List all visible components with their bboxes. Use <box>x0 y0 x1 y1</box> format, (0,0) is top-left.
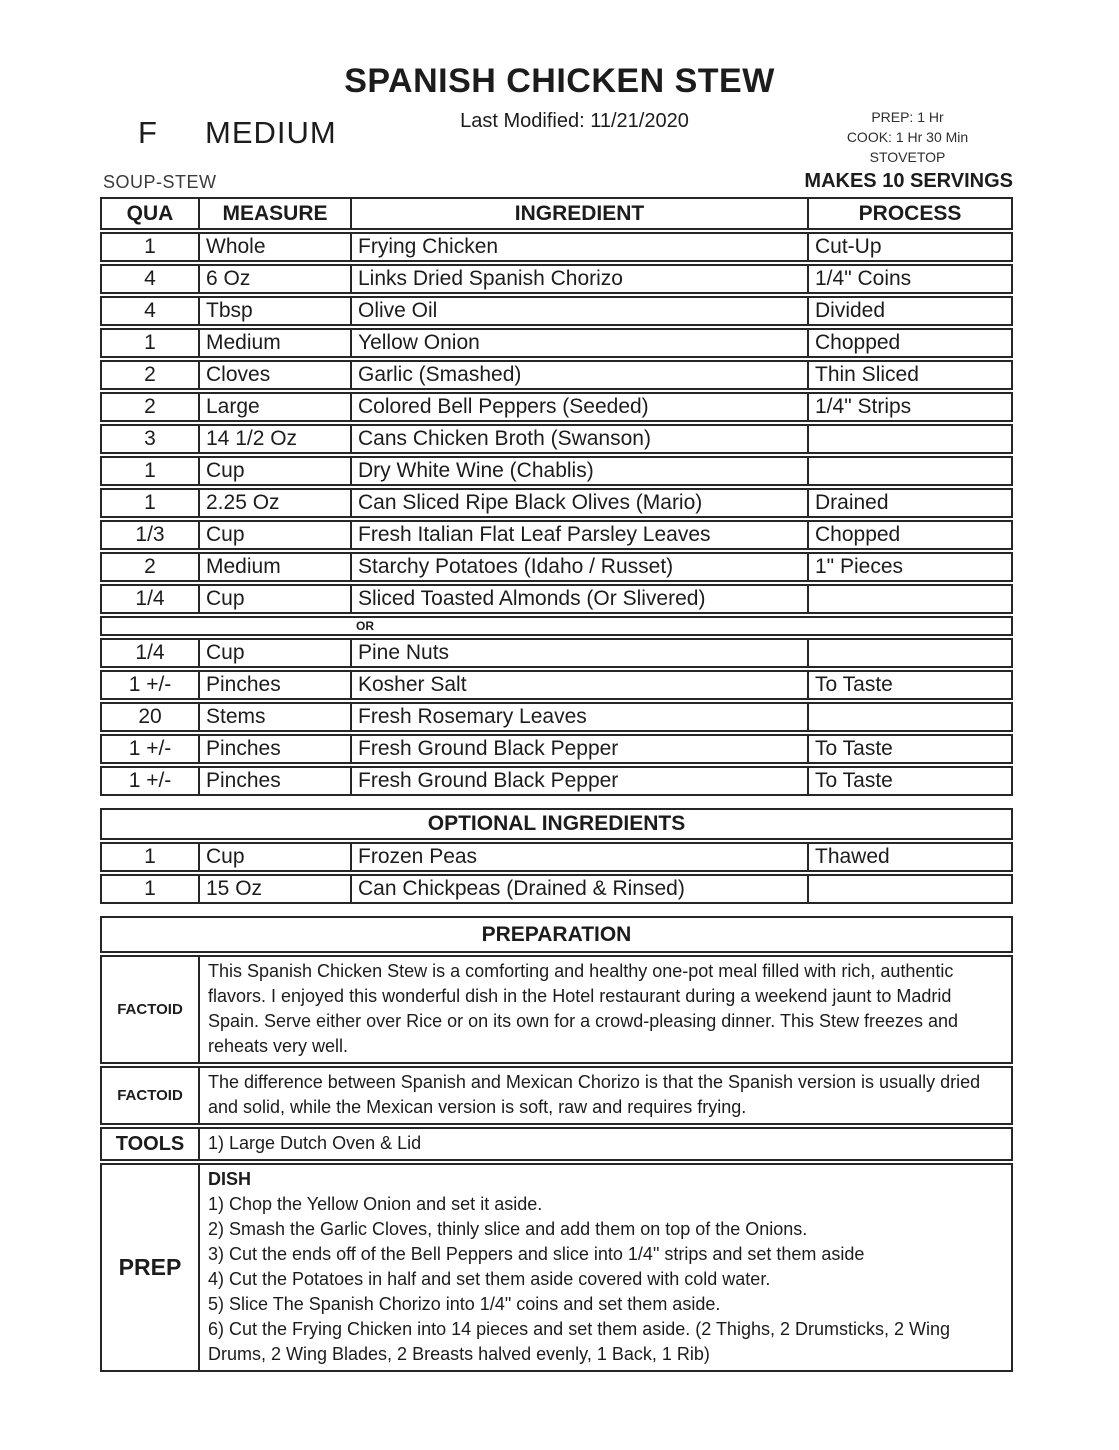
cell-process <box>809 426 1011 452</box>
ingredient-row <box>100 296 1013 326</box>
cell-measure: Medium <box>200 554 352 580</box>
ingredient-row <box>100 670 1013 700</box>
cell-process: Thawed <box>815 845 890 868</box>
cell-measure: Cup <box>200 522 352 548</box>
cell-process: Chopped <box>815 331 901 354</box>
cell-ingredient: Olive Oil <box>352 298 809 324</box>
cell-qua: 1 <box>102 458 200 484</box>
cell-ingredient: Sliced Toasted Almonds (Or Slivered) <box>352 586 809 612</box>
cell-ingredient: Can Sliced Ripe Black Olives (Mario) <box>352 490 809 516</box>
cell-ingredient: Frying Chicken <box>352 234 809 260</box>
section-label: TOOLS <box>102 1129 200 1159</box>
cell-process: Thin Sliced <box>815 363 919 386</box>
preparation-title: PREPARATION <box>481 922 632 946</box>
cell-measure: Pinches <box>200 768 352 794</box>
ingredient-row <box>100 584 1013 614</box>
cell-process: To Taste <box>815 769 893 792</box>
cell-measure: 14 1/2 Oz <box>200 426 352 452</box>
cell-ingredient: Cans Chicken Broth (Swanson) <box>352 426 809 452</box>
cell-qua: 1 <box>102 234 200 260</box>
cell-measure: Tbsp <box>200 298 352 324</box>
preparation-title-row <box>100 916 1013 953</box>
section-label: FACTOID <box>102 1068 200 1123</box>
cell-qua: 1 <box>102 330 200 356</box>
grade-letter: F <box>138 115 158 150</box>
cell-measure: Cup <box>200 640 352 666</box>
cell-qua: 1 +/- <box>102 736 200 762</box>
section-label: PREP <box>102 1165 200 1370</box>
prep-step: 3) Cut the ends off of the Bell Peppers and slice into 1/4" strips and set them aside <box>208 1244 865 1264</box>
prep-step: 4) Cut the Potatoes in half and set them aside covered with cold water. <box>208 1269 771 1289</box>
ingredient-row <box>100 766 1013 796</box>
cell-measure: 2.25 Oz <box>200 490 352 516</box>
cell-qua: 1 <box>102 844 200 870</box>
prep-step: 2) Smash the Garlic Cloves, thinly slice and add them on top of the Onions. <box>208 1219 808 1239</box>
ingredients-table <box>100 197 1013 796</box>
cell-qua: 20 <box>102 704 200 730</box>
ingredient-row <box>100 842 1013 872</box>
cell-ingredient: Fresh Ground Black Pepper <box>352 768 809 794</box>
cell-ingredient: Can Chickpeas (Drained & Rinsed) <box>352 876 809 902</box>
cell-measure: Large <box>200 394 352 420</box>
dish-heading: DISH <box>208 1169 252 1189</box>
cell-measure: Medium <box>200 330 352 356</box>
cell-ingredient: Frozen Peas <box>352 844 809 870</box>
cell-ingredient: Colored Bell Peppers (Seeded) <box>352 394 809 420</box>
cell-qua: 2 <box>102 362 200 388</box>
cell-qua: 1 <box>102 876 200 902</box>
optional-ingredients-table <box>100 808 1013 904</box>
cell-ingredient: Fresh Italian Flat Leaf Parsley Leaves <box>352 522 809 548</box>
cell-process <box>809 640 1011 666</box>
cell-process: 1" Pieces <box>815 555 903 578</box>
optional-ingredients-title: OPTIONAL INGREDIENTS <box>427 812 686 835</box>
ingredient-row <box>100 232 1013 262</box>
optional-ingredients-title-row <box>100 808 1013 840</box>
cell-process: 1/4" Strips <box>815 395 912 418</box>
ingredient-row <box>100 552 1013 582</box>
column-header-ingredient: INGREDIENT <box>352 199 809 228</box>
cell-process: To Taste <box>815 673 893 696</box>
ingredients-header-row <box>100 197 1013 230</box>
ingredient-row <box>100 520 1013 550</box>
cell-measure: 15 Oz <box>200 876 352 902</box>
difficulty-label: MEDIUM <box>205 115 337 150</box>
prep-section-prep <box>100 1163 1013 1372</box>
cell-qua: 1 +/- <box>102 672 200 698</box>
cell-ingredient: Fresh Rosemary Leaves <box>352 704 809 730</box>
prep-step: 1) Chop the Yellow Onion and set it aside. <box>208 1194 543 1214</box>
cell-process: Chopped <box>815 523 901 546</box>
recipe-body <box>100 197 1013 1372</box>
cell-qua: 2 <box>102 554 200 580</box>
column-header-qua: QUA <box>102 199 200 228</box>
time-info <box>800 107 1015 167</box>
cell-qua: 3 <box>102 426 200 452</box>
cell-measure: Cloves <box>200 362 352 388</box>
or-divider-row <box>100 616 1013 636</box>
prep-time: PREP: 1 Hr <box>871 109 944 125</box>
cell-measure: Pinches <box>200 736 352 762</box>
prep-step: 6) Cut the Frying Chicken into 14 pieces and set them aside. (2 Thighs, 2 Drumsticks, 2 Wing Drums, 2 Wing Blades, 2 Breasts halved evenly, 1 Back, 1 Rib) <box>208 1319 950 1364</box>
cell-process: Cut-Up <box>815 235 882 258</box>
ingredient-row <box>100 264 1013 294</box>
cell-process: To Taste <box>815 737 893 760</box>
cell-measure: Cup <box>200 586 352 612</box>
cook-method: STOVETOP <box>869 149 946 165</box>
ingredient-row <box>100 874 1013 904</box>
cell-measure: Pinches <box>200 672 352 698</box>
ingredient-row <box>100 392 1013 422</box>
preparation-table <box>100 916 1013 1372</box>
cell-ingredient: Garlic (Smashed) <box>352 362 809 388</box>
cell-ingredient: Fresh Ground Black Pepper <box>352 736 809 762</box>
ingredient-row <box>100 456 1013 486</box>
ingredient-row <box>100 360 1013 390</box>
prep-step: 5) Slice The Spanish Chorizo into 1/4" coins and set them aside. <box>208 1294 721 1314</box>
cell-ingredient: Yellow Onion <box>352 330 809 356</box>
cell-ingredient: Kosher Salt <box>352 672 809 698</box>
ingredient-row <box>100 488 1013 518</box>
cell-qua: 1/4 <box>102 640 200 666</box>
ingredient-row <box>100 638 1013 668</box>
prep-section-factoid <box>100 1066 1013 1125</box>
cell-qua: 4 <box>102 266 200 292</box>
column-header-measure: MEASURE <box>200 199 352 228</box>
cell-measure: Cup <box>200 844 352 870</box>
cell-qua: 1 <box>102 490 200 516</box>
cell-qua: 4 <box>102 298 200 324</box>
cook-time: COOK: 1 Hr 30 Min <box>846 129 969 145</box>
cell-ingredient: Starchy Potatoes (Idaho / Russet) <box>352 554 809 580</box>
cell-process <box>809 704 1011 730</box>
cell-process: Divided <box>815 299 886 322</box>
or-label: OR <box>356 619 374 633</box>
cell-qua: 1/3 <box>102 522 200 548</box>
section-text: This Spanish Chicken Stew is a comforting and healthy one-pot meal filled with rich, authentic flavors. I enjoyed this wonderful dish in the Hotel restaurant during a weekend jaunt to Madrid Spain. Serve either over Rice or on its own for a crowd-pleasing dinner. This Stew freezes and reheats very well. <box>208 961 959 1056</box>
recipe-title: SPANISH CHICKEN STEW <box>344 62 775 100</box>
cell-measure: Cup <box>200 458 352 484</box>
ingredient-row <box>100 702 1013 732</box>
cell-measure: 6 Oz <box>200 266 352 292</box>
cell-process: Drained <box>815 491 889 514</box>
cell-process <box>809 458 1011 484</box>
last-modified: Last Modified: 11/21/2020 <box>460 110 689 132</box>
cell-ingredient: Dry White Wine (Chablis) <box>352 458 809 484</box>
column-header-process: PROCESS <box>858 201 962 225</box>
cell-process <box>809 876 1011 902</box>
prep-section-factoid <box>100 955 1013 1064</box>
cell-ingredient: Pine Nuts <box>352 640 809 666</box>
ingredient-row <box>100 424 1013 454</box>
ingredient-row <box>100 328 1013 358</box>
ingredient-row <box>100 734 1013 764</box>
section-label: FACTOID <box>102 957 200 1062</box>
cell-qua: 1 +/- <box>102 768 200 794</box>
category-label: SOUP-STEW <box>103 172 217 192</box>
cell-process <box>809 586 1011 612</box>
cell-process: 1/4" Coins <box>815 267 912 290</box>
cell-measure: Stems <box>200 704 352 730</box>
prep-section-tools <box>100 1127 1013 1161</box>
cell-qua: 1/4 <box>102 586 200 612</box>
section-text: The difference between Spanish and Mexican Chorizo is that the Spanish version is usually dried and solid, while the Mexican version is soft, raw and requires frying. <box>208 1072 981 1117</box>
section-text <box>200 1165 1011 1370</box>
cell-ingredient: Links Dried Spanish Chorizo <box>352 266 809 292</box>
section-text: 1) Large Dutch Oven & Lid <box>208 1133 422 1153</box>
cell-measure: Whole <box>200 234 352 260</box>
cell-qua: 2 <box>102 394 200 420</box>
servings-label: MAKES 10 SERVINGS <box>804 170 1013 192</box>
